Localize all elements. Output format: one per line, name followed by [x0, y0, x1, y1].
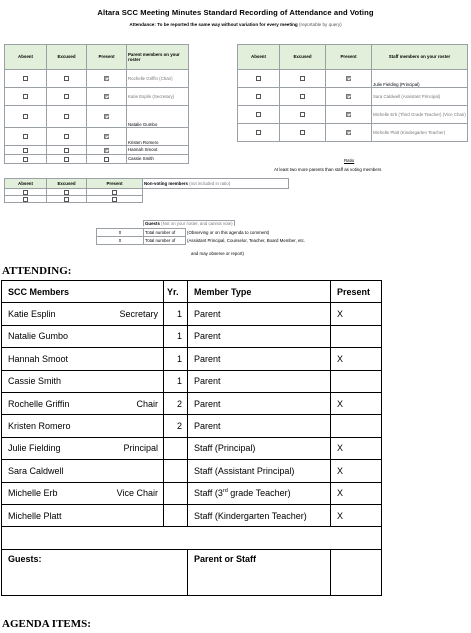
member-type: Staff (Kindergarten Teacher): [188, 504, 331, 526]
parent-roster-header: Parent members on your roster: [127, 45, 189, 70]
member-present: [331, 370, 382, 392]
member-year: [164, 482, 188, 504]
member-year: [164, 460, 188, 482]
guests-sheet-footer: and may observe or report): [191, 251, 244, 256]
staff-present-header: Present: [326, 45, 372, 70]
guest-count-note: (Assistant Principal, Counselor, Teacher, Board Member, etc.: [187, 237, 306, 243]
absent-checkbox[interactable]: [23, 94, 28, 99]
parent-roster-row: [5, 70, 189, 88]
parent-roster-row: [5, 155, 189, 164]
member-year: 1: [164, 370, 188, 392]
member-present: [331, 325, 382, 347]
member-type: Staff (Principal): [188, 437, 331, 459]
parent-roster-row: [5, 88, 189, 106]
parent-roster-sheet: [4, 44, 189, 164]
guest-count-label: Total number of: [144, 229, 186, 237]
table-row: [2, 415, 382, 437]
present-column-header: Present: [331, 281, 382, 303]
table-row: [2, 392, 382, 414]
parent-roster-row: [5, 128, 189, 146]
guests-sheet-title: [143, 220, 235, 226]
table-row: [2, 482, 382, 504]
excused-checkbox[interactable]: [64, 76, 69, 81]
guests-row: [2, 549, 382, 595]
staff-member-name: Michelle Platt (Kindergarten Teacher): [372, 124, 468, 142]
present-checkbox[interactable]: [104, 94, 109, 99]
staff-roster-row: [238, 106, 468, 124]
present-checkbox[interactable]: [104, 157, 109, 162]
table-row: [2, 460, 382, 482]
parent-member-name: Hannah Smoot: [127, 146, 189, 155]
present-checkbox[interactable]: [346, 130, 351, 135]
member-present: X: [331, 303, 382, 325]
excused-checkbox[interactable]: [300, 130, 305, 135]
guests-sheet-title-note: (Not on your roster, and cannot vote): [161, 221, 233, 226]
guests-sheet-row: [97, 229, 397, 237]
staff-roster-sheet: [237, 44, 468, 142]
nonvoting-present-header: Present: [87, 179, 143, 189]
parent-member-name: Natalie Gumbo: [127, 106, 189, 128]
present-checkbox[interactable]: [104, 134, 109, 139]
member-type: Staff (Assistant Principal): [188, 460, 331, 482]
excused-checkbox[interactable]: [64, 134, 69, 139]
staff-member-name: Michelle Erb (Third Grade Teacher) (Vice Chair): [372, 106, 468, 124]
attendance-instruction: [0, 22, 471, 28]
staff-roster-row: [238, 124, 468, 142]
staff-roster-header: Staff members on your roster: [372, 45, 468, 70]
absent-checkbox[interactable]: [23, 114, 28, 119]
member-present: X: [331, 482, 382, 504]
parent-present-header: Present: [87, 45, 127, 70]
absent-checkbox[interactable]: [256, 76, 261, 81]
parent-member-name: Katie Esplin (Secretary): [127, 88, 189, 106]
excused-checkbox[interactable]: [64, 114, 69, 119]
table-row: [2, 370, 382, 392]
absent-checkbox[interactable]: [23, 134, 28, 139]
member-role: Principal: [123, 443, 158, 454]
nonvoting-note: (not included in ratio): [189, 180, 231, 186]
present-checkbox[interactable]: [346, 76, 351, 81]
member-year: [164, 437, 188, 459]
member-name: Katie Esplin: [8, 309, 56, 320]
present-checkbox[interactable]: [104, 76, 109, 81]
member-name: Kristen Romero: [8, 421, 71, 432]
present-checkbox[interactable]: [104, 148, 109, 153]
member-present: [331, 415, 382, 437]
present-checkbox[interactable]: [112, 197, 117, 202]
member-present: X: [331, 437, 382, 459]
staff-member-name: Sara Caldwell (Assistant Principal): [372, 88, 468, 106]
member-type: [188, 482, 331, 504]
excused-checkbox[interactable]: [64, 148, 69, 153]
table-row: [2, 303, 382, 325]
table-row: [2, 504, 382, 526]
nonvoting-sheet: [4, 178, 289, 203]
member-role: Vice Chair: [116, 488, 158, 499]
nonvoting-label: Non-voting members: [144, 180, 188, 186]
member-name: Hannah Smoot: [8, 353, 69, 364]
member-name: Natalie Gumbo: [8, 331, 69, 342]
member-year: 2: [164, 415, 188, 437]
guest-count-note: (Observing or on this agenda to comment): [187, 229, 270, 235]
member-type: Parent: [188, 348, 331, 370]
table-row: [2, 325, 382, 347]
staff-absent-header: Absent: [238, 45, 280, 70]
ratio-label: Ratio: [344, 158, 355, 163]
present-checkbox[interactable]: [346, 94, 351, 99]
member-type: Parent: [188, 370, 331, 392]
absent-checkbox[interactable]: [23, 148, 28, 153]
member-year: 1: [164, 348, 188, 370]
nonvoting-absent-header: Absent: [5, 179, 47, 189]
member-type-prefix: Staff (3: [194, 488, 223, 499]
excused-checkbox[interactable]: [64, 94, 69, 99]
guests-type-label: Parent or Staff: [188, 549, 331, 595]
member-role: Chair: [136, 398, 158, 409]
ratio-note: At least two more parents than staff as voting members: [274, 167, 382, 172]
guest-count-label: Total number of: [144, 237, 186, 245]
absent-checkbox[interactable]: [256, 112, 261, 117]
nonvoting-row: [5, 196, 289, 203]
attendance-table: [1, 280, 382, 596]
members-column-header: SCC Members: [2, 281, 164, 303]
parent-roster-row: [5, 106, 189, 128]
member-type: Parent: [188, 392, 331, 414]
staff-roster-row: [238, 88, 468, 106]
absent-checkbox[interactable]: [23, 190, 28, 195]
member-name: Michelle Erb: [8, 488, 58, 499]
member-present: X: [331, 392, 382, 414]
attendance-instruction-note: (reportable by query): [299, 22, 342, 27]
parent-roster-row: [5, 146, 189, 155]
nonvoting-excused-header: Excused: [47, 179, 87, 189]
excused-checkbox[interactable]: [300, 112, 305, 117]
member-name: Michelle Platt: [8, 510, 62, 521]
member-name: Rochelle Griffin: [8, 398, 70, 409]
document-title: Altara SCC Meeting Minutes Standard Recording of Attendance and Voting: [97, 8, 374, 17]
present-checkbox[interactable]: [104, 114, 109, 119]
absent-checkbox[interactable]: [256, 130, 261, 135]
member-type: Parent: [188, 303, 331, 325]
member-type: Parent: [188, 415, 331, 437]
member-role: Secretary: [119, 309, 158, 320]
member-name: Julie Fielding: [8, 443, 61, 454]
parent-excused-header: Excused: [47, 45, 87, 70]
member-present: X: [331, 348, 382, 370]
guests-sheet-title-label: Guests: [145, 221, 160, 226]
member-name: Sara Caldwell: [8, 465, 64, 476]
attending-heading: ATTENDING:: [2, 265, 72, 277]
guest-count[interactable]: 0: [97, 229, 144, 237]
staff-roster-row: [238, 70, 468, 88]
member-type-ordinal: rd: [222, 488, 228, 495]
table-row: [2, 437, 382, 459]
absent-checkbox[interactable]: [23, 76, 28, 81]
present-checkbox[interactable]: [346, 112, 351, 117]
agenda-heading: AGENDA ITEMS:: [2, 618, 91, 630]
member-present: X: [331, 460, 382, 482]
guests-present-cell: [331, 549, 382, 595]
attendance-instruction-bold: Attendance: To be reported the same way without variation for every meeting: [129, 22, 298, 27]
member-present: X: [331, 504, 382, 526]
table-row: [2, 348, 382, 370]
member-name: Cassie Smith: [8, 376, 62, 387]
attendance-header-row: [2, 281, 382, 303]
guests-sheet-row: [97, 237, 397, 245]
nonvoting-row: [5, 189, 289, 196]
year-column-header: Yr.: [164, 281, 188, 303]
member-year: 1: [164, 303, 188, 325]
guests-label: Guests:: [2, 549, 188, 595]
member-year: [164, 504, 188, 526]
guest-count[interactable]: 0: [97, 237, 144, 245]
excused-checkbox[interactable]: [64, 190, 69, 195]
member-type-suffix: grade Teacher): [227, 488, 291, 499]
excused-checkbox[interactable]: [64, 197, 69, 202]
absent-checkbox[interactable]: [23, 197, 28, 202]
excused-checkbox[interactable]: [64, 157, 69, 162]
excused-checkbox[interactable]: [300, 76, 305, 81]
absent-checkbox[interactable]: [23, 157, 28, 162]
absent-checkbox[interactable]: [256, 94, 261, 99]
member-year: 2: [164, 392, 188, 414]
staff-excused-header: Excused: [280, 45, 326, 70]
nonvoting-header: [143, 179, 289, 189]
staff-member-name: Julie Fielding (Principal): [372, 70, 468, 88]
blank-row: [2, 527, 382, 549]
parent-absent-header: Absent: [5, 45, 47, 70]
excused-checkbox[interactable]: [300, 94, 305, 99]
member-type-column-header: Member Type: [188, 281, 331, 303]
parent-member-name: Kristen Romero: [127, 128, 189, 146]
parent-member-name: Rochelle Griffin (Chair): [127, 70, 189, 88]
parent-member-name: Cassie Smith: [127, 155, 189, 164]
member-type: Parent: [188, 325, 331, 347]
present-checkbox[interactable]: [112, 190, 117, 195]
member-year: 1: [164, 325, 188, 347]
guests-sheet: [96, 228, 397, 245]
